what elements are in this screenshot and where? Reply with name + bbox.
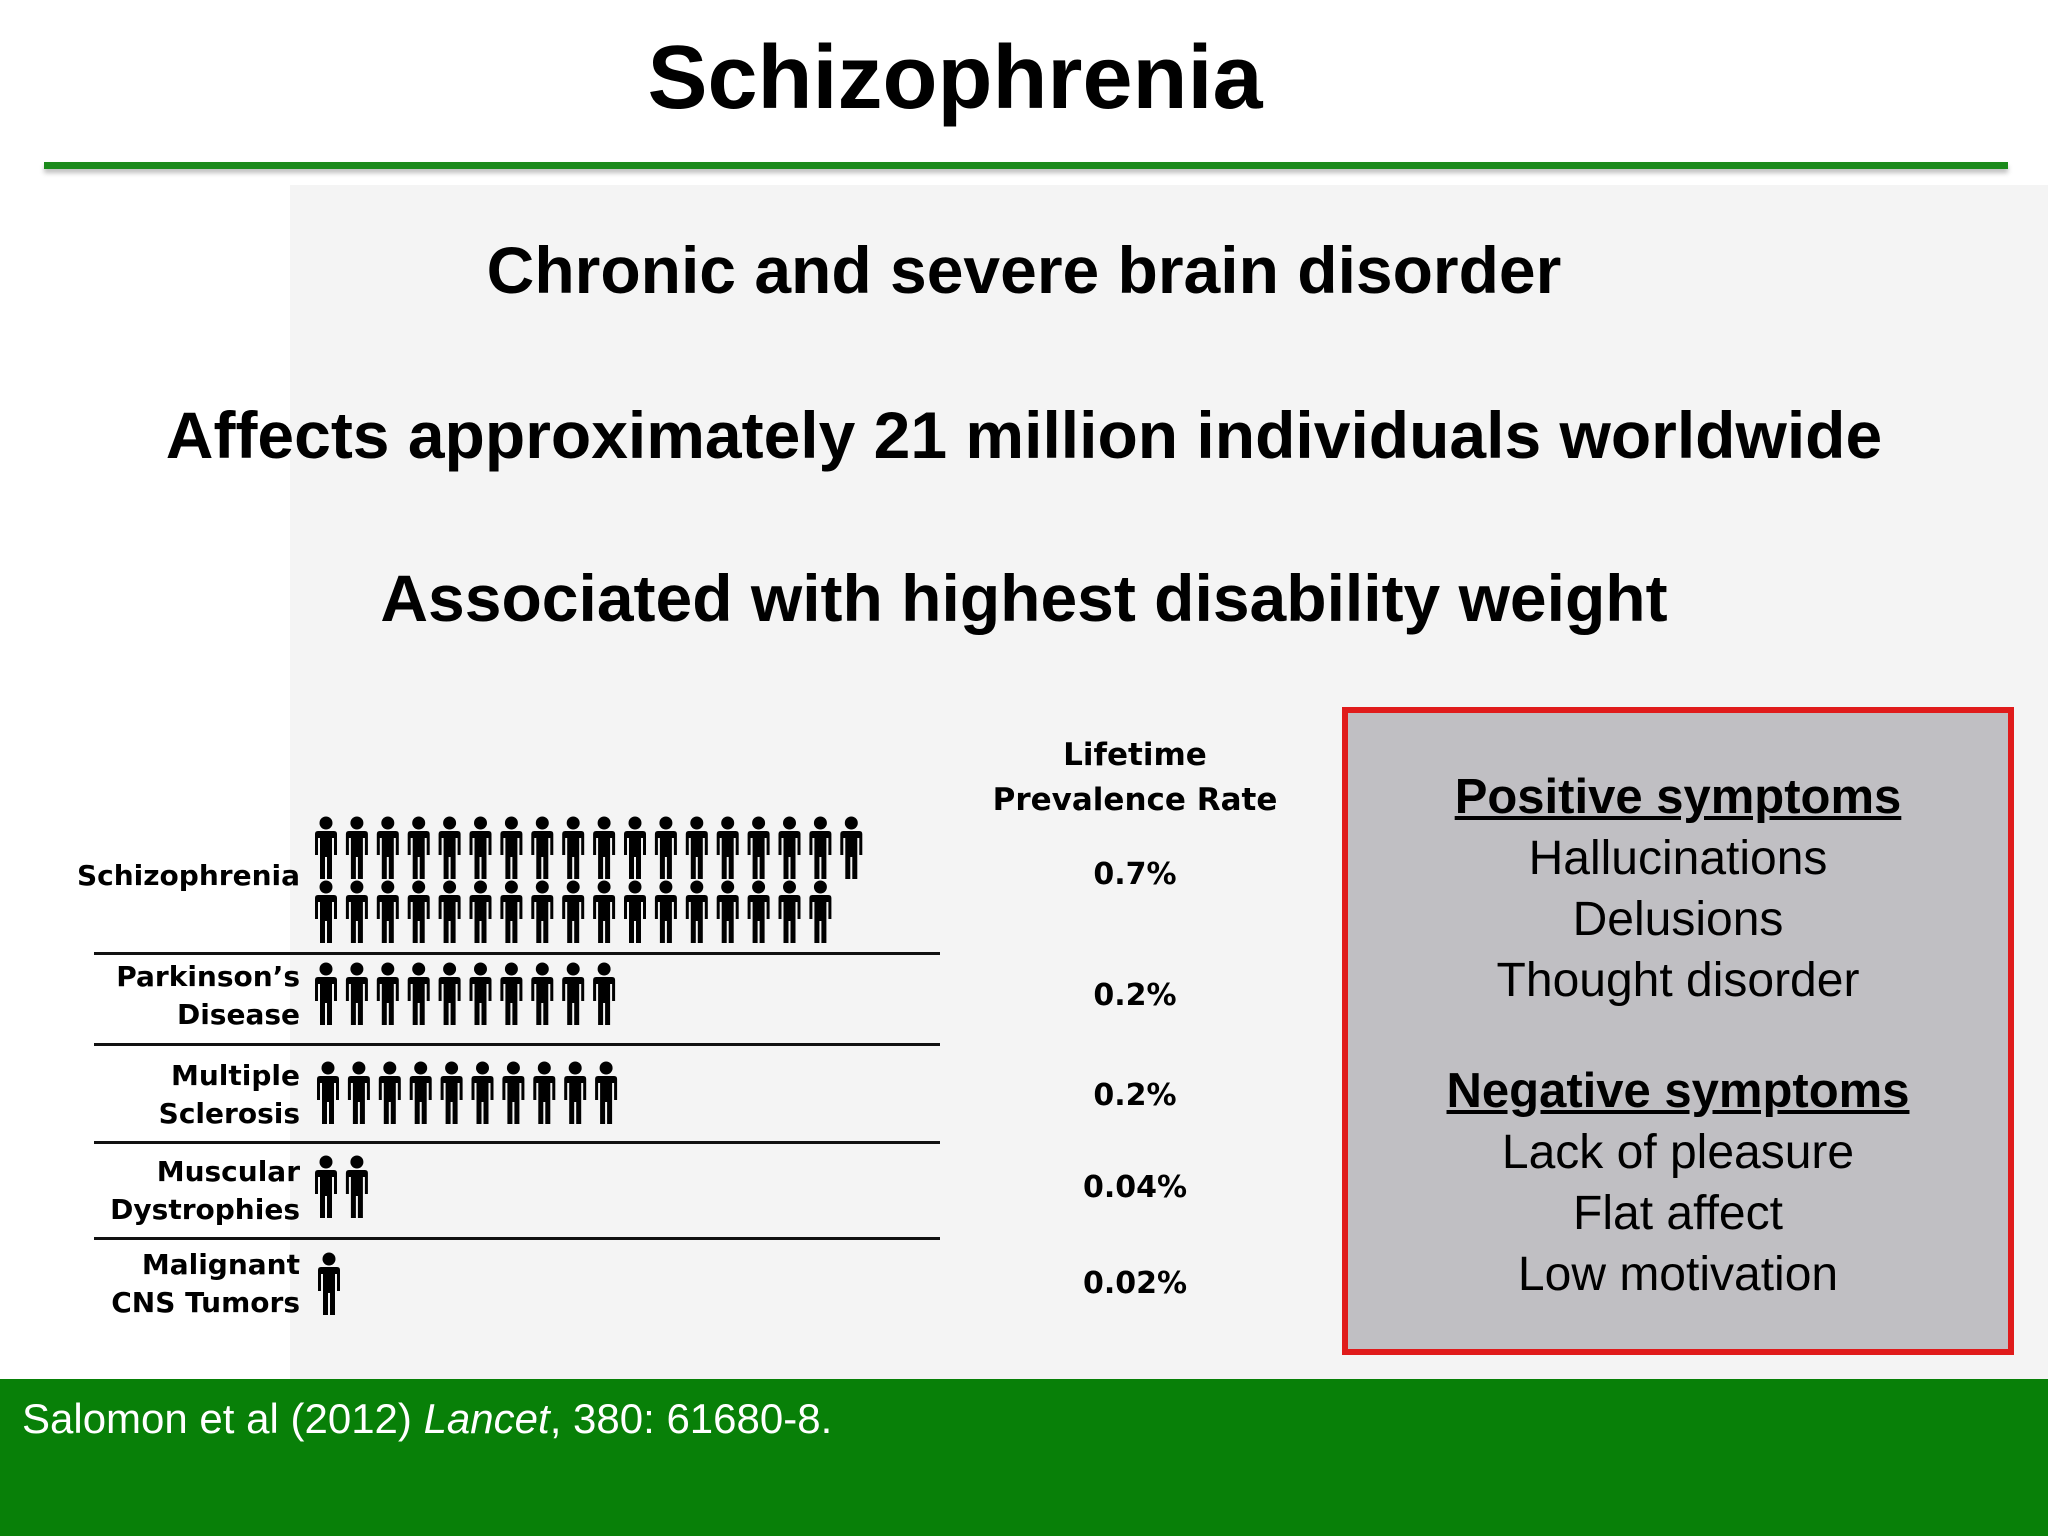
rate-multiple-sclerosis: 0.2% bbox=[1093, 1078, 1177, 1113]
person-icon bbox=[410, 1062, 432, 1125]
person-icon bbox=[408, 881, 430, 944]
bullet-chronic: Chronic and severe brain disorder bbox=[486, 233, 1562, 307]
person-icon bbox=[779, 817, 801, 880]
row-label-line: Dystrophies bbox=[110, 1193, 300, 1226]
person-icon bbox=[717, 881, 739, 944]
person-icon bbox=[655, 881, 677, 944]
rate-malignant-cns-tumors: 0.02% bbox=[1082, 1266, 1188, 1301]
row-label-line: Multiple bbox=[170, 1059, 300, 1092]
row-label-line: Sclerosis bbox=[158, 1097, 300, 1130]
person-icon bbox=[315, 1156, 337, 1219]
row-label-line: Schizophrenia bbox=[76, 859, 300, 892]
rate-parkinsons: 0.2% bbox=[1093, 978, 1177, 1013]
person-icon bbox=[717, 817, 739, 880]
negative-symptom-item: Low motivation bbox=[1517, 1248, 1839, 1301]
person-icon bbox=[377, 963, 399, 1026]
person-icon bbox=[562, 963, 584, 1026]
person-icon bbox=[593, 881, 615, 944]
person-icon bbox=[470, 817, 492, 880]
person-icon bbox=[439, 817, 461, 880]
person-icon bbox=[531, 817, 553, 880]
row-label-line: Malignant bbox=[141, 1248, 300, 1281]
row-label-line: Disease bbox=[176, 998, 300, 1031]
bullet-disability: Associated with highest disability weight bbox=[380, 561, 1668, 635]
citation-ref: , 380: 61680-8. bbox=[549, 1395, 833, 1442]
person-icon bbox=[500, 963, 522, 1026]
citation-authors: Salomon et al (2012) bbox=[22, 1395, 424, 1442]
person-icon bbox=[748, 881, 770, 944]
person-icon bbox=[562, 817, 584, 880]
person-icon bbox=[470, 963, 492, 1026]
negative-symptom-item: Flat affect bbox=[1573, 1187, 1783, 1240]
row-label-line: Parkinson’s bbox=[116, 960, 300, 993]
positive-symptom-item: Hallucinations bbox=[1528, 832, 1828, 885]
positive-symptoms-heading: Positive symptoms bbox=[1454, 770, 1902, 824]
person-icon bbox=[748, 817, 770, 880]
person-icon bbox=[624, 881, 646, 944]
positive-symptom-item: Delusions bbox=[1572, 893, 1784, 946]
bullet-affects: Affects approximately 21 million individuals worldwide bbox=[165, 398, 1883, 472]
rate-muscular-dystrophies: 0.04% bbox=[1082, 1170, 1188, 1205]
slide-title: Schizophrenia bbox=[647, 28, 1263, 128]
row-label-line: Muscular bbox=[156, 1155, 300, 1188]
person-icon bbox=[840, 817, 862, 880]
person-icon bbox=[593, 963, 615, 1026]
person-icon bbox=[346, 1156, 368, 1219]
person-icon bbox=[809, 881, 831, 944]
positive-symptom-item: Thought disorder bbox=[1496, 954, 1860, 1007]
person-icon bbox=[346, 881, 368, 944]
person-icon bbox=[500, 817, 522, 880]
rate-schizophrenia: 0.7% bbox=[1093, 857, 1177, 892]
person-icon bbox=[441, 1062, 463, 1125]
person-icon bbox=[502, 1062, 524, 1125]
person-icon bbox=[377, 881, 399, 944]
person-icon bbox=[595, 1062, 617, 1125]
symptoms-box bbox=[1342, 707, 2014, 1355]
person-icon bbox=[315, 881, 337, 944]
person-icon bbox=[564, 1062, 586, 1125]
prevalence-header-line1: Lifetime bbox=[1063, 737, 1207, 773]
person-icon bbox=[779, 881, 801, 944]
person-icon bbox=[315, 963, 337, 1026]
person-icon bbox=[472, 1062, 494, 1125]
person-icon bbox=[533, 1062, 555, 1125]
row-label-line: CNS Tumors bbox=[111, 1286, 300, 1319]
person-icon bbox=[470, 881, 492, 944]
negative-symptoms-heading: Negative symptoms bbox=[1446, 1064, 1910, 1118]
person-icon bbox=[809, 817, 831, 880]
citation bbox=[22, 1395, 832, 1443]
person-icon bbox=[686, 881, 708, 944]
person-icon bbox=[318, 1253, 340, 1316]
person-icon bbox=[624, 817, 646, 880]
person-icon bbox=[500, 881, 522, 944]
person-icon bbox=[593, 817, 615, 880]
person-icon bbox=[377, 817, 399, 880]
citation-journal: Lancet bbox=[423, 1395, 550, 1442]
prevalence-header-line2: Prevalence Rate bbox=[992, 782, 1278, 818]
person-icon bbox=[531, 881, 553, 944]
person-icon bbox=[686, 817, 708, 880]
person-icon bbox=[439, 881, 461, 944]
person-icon bbox=[408, 817, 430, 880]
person-icon bbox=[655, 817, 677, 880]
person-icon bbox=[379, 1062, 401, 1125]
person-icon bbox=[315, 817, 337, 880]
person-icon bbox=[317, 1062, 339, 1125]
person-icon bbox=[439, 963, 461, 1026]
person-icon bbox=[562, 881, 584, 944]
person-icon bbox=[346, 817, 368, 880]
negative-symptom-item: Lack of pleasure bbox=[1501, 1126, 1855, 1179]
person-icon bbox=[348, 1062, 370, 1125]
person-icon bbox=[346, 963, 368, 1026]
person-icon bbox=[531, 963, 553, 1026]
person-icon bbox=[408, 963, 430, 1026]
